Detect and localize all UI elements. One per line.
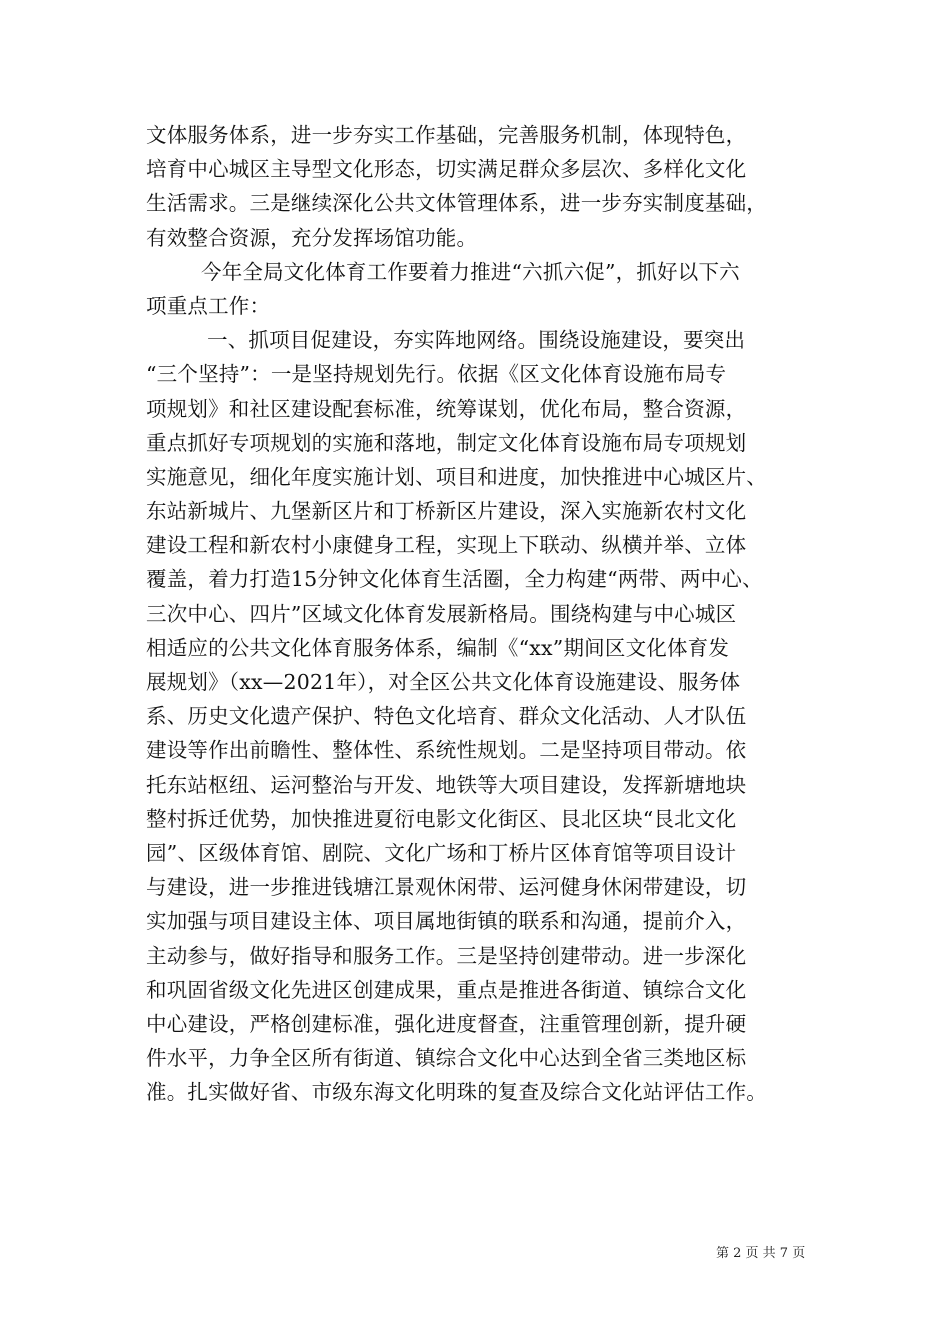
page-number-footer: 第 2 页 共 7 页 (716, 1246, 806, 1261)
section-heading-line: 一、抓项目促建设，夯实阵地网络。围绕设施建设，要突出 (207, 328, 746, 353)
text-line: 实施意见，细化年度实施计划、项目和进度，加快推进中心城区片、 (146, 464, 767, 489)
text-line: 件水平，力争全区所有街道、镇综合文化中心达到全省三类地区标 (146, 1046, 747, 1071)
text-line: 展规划》（xx—2021年），对全区公共文化体育设施建设、服务体 (146, 670, 741, 694)
text-line: 与建设，进一步推进钱塘江景观休闲带、运河健身休闲带建设，切 (146, 875, 747, 900)
text-line: 中心建设，严格创建标准，强化进度督查，注重管理创新，提升硬 (146, 1011, 747, 1036)
text-line: 整村拆迁优势，加快推进夏衍电影文化街区、艮北区块“艮北文化 (146, 806, 737, 831)
text-line: 覆盖，着力打造15分钟文化体育生活圈，全力构建“两带、两中心、 (146, 567, 763, 592)
text-line: 三次中心、四片”区域文化体育发展新格局。围绕构建与中心城区 (146, 601, 737, 626)
text-line: 有效整合资源，充分发挥场馆功能。 (146, 225, 478, 250)
text-line: 和巩固省级文化先进区创建成果，重点是推进各街道、镇综合文化 (146, 977, 747, 1002)
document-body (146, 118, 826, 1109)
text-line: 东站新城片、九堡新区片和丁桥新区片建设，深入实施新农村文化 (146, 499, 747, 524)
text-line: 实加强与项目建设主体、项目属地街镇的联系和沟通，提前介入， (146, 909, 747, 934)
text-line: 文体服务体系，进一步夯实工作基础，完善服务机制，体现特色， (146, 123, 747, 147)
text-line: 园”、区级体育馆、剧院、文化广场和丁桥片区体育馆等项目设计 (146, 840, 737, 865)
text-line: 相适应的公共文化体育服务体系，编制《“xx”期间区文化体育发 (146, 635, 730, 660)
text-line: 准。扎实做好省、市级东海文化明珠的复查及综合文化站评估工作。 (146, 1080, 767, 1105)
text-line: 主动参与，做好指导和服务工作。三是坚持创建带动。进一步深化 (146, 943, 747, 968)
text-line: “三个坚持”：一是坚持规划先行。依据《区文化体育设施布局专 (146, 362, 727, 387)
text-line: 培育中心城区主导型文化形态，切实满足群众多层次、多样化文化 (146, 157, 747, 182)
text-line: 项规划》和社区建设配套标准，统筹谋划，优化布局，整合资源， (146, 396, 747, 421)
text-line: 托东站枢纽、运河整治与开发、地铁等大项目建设，发挥新塘地块 (146, 772, 747, 797)
text-line: 建设工程和新农村小康健身工程，实现上下联动、纵横并举、立体 (146, 533, 747, 558)
text-line: 系、历史文化遗产保护、特色文化培育、群众文化活动、人才队伍 (146, 704, 747, 729)
text-line: 重点抓好专项规划的实施和落地，制定文化体育设施布局专项规划 (146, 430, 747, 455)
text-line: 生活需求。三是继续深化公共文体管理体系，进一步夯实制度基础， (146, 191, 767, 216)
text-line: 建设等作出前瞻性、整体性、系统性规划。二是坚持项目带动。依 (146, 738, 747, 763)
text-line: 项重点工作： (146, 293, 271, 318)
paragraph-first-line: 今年全局文化体育工作要着力推进“六抓六促”，抓好以下六 (201, 259, 740, 284)
